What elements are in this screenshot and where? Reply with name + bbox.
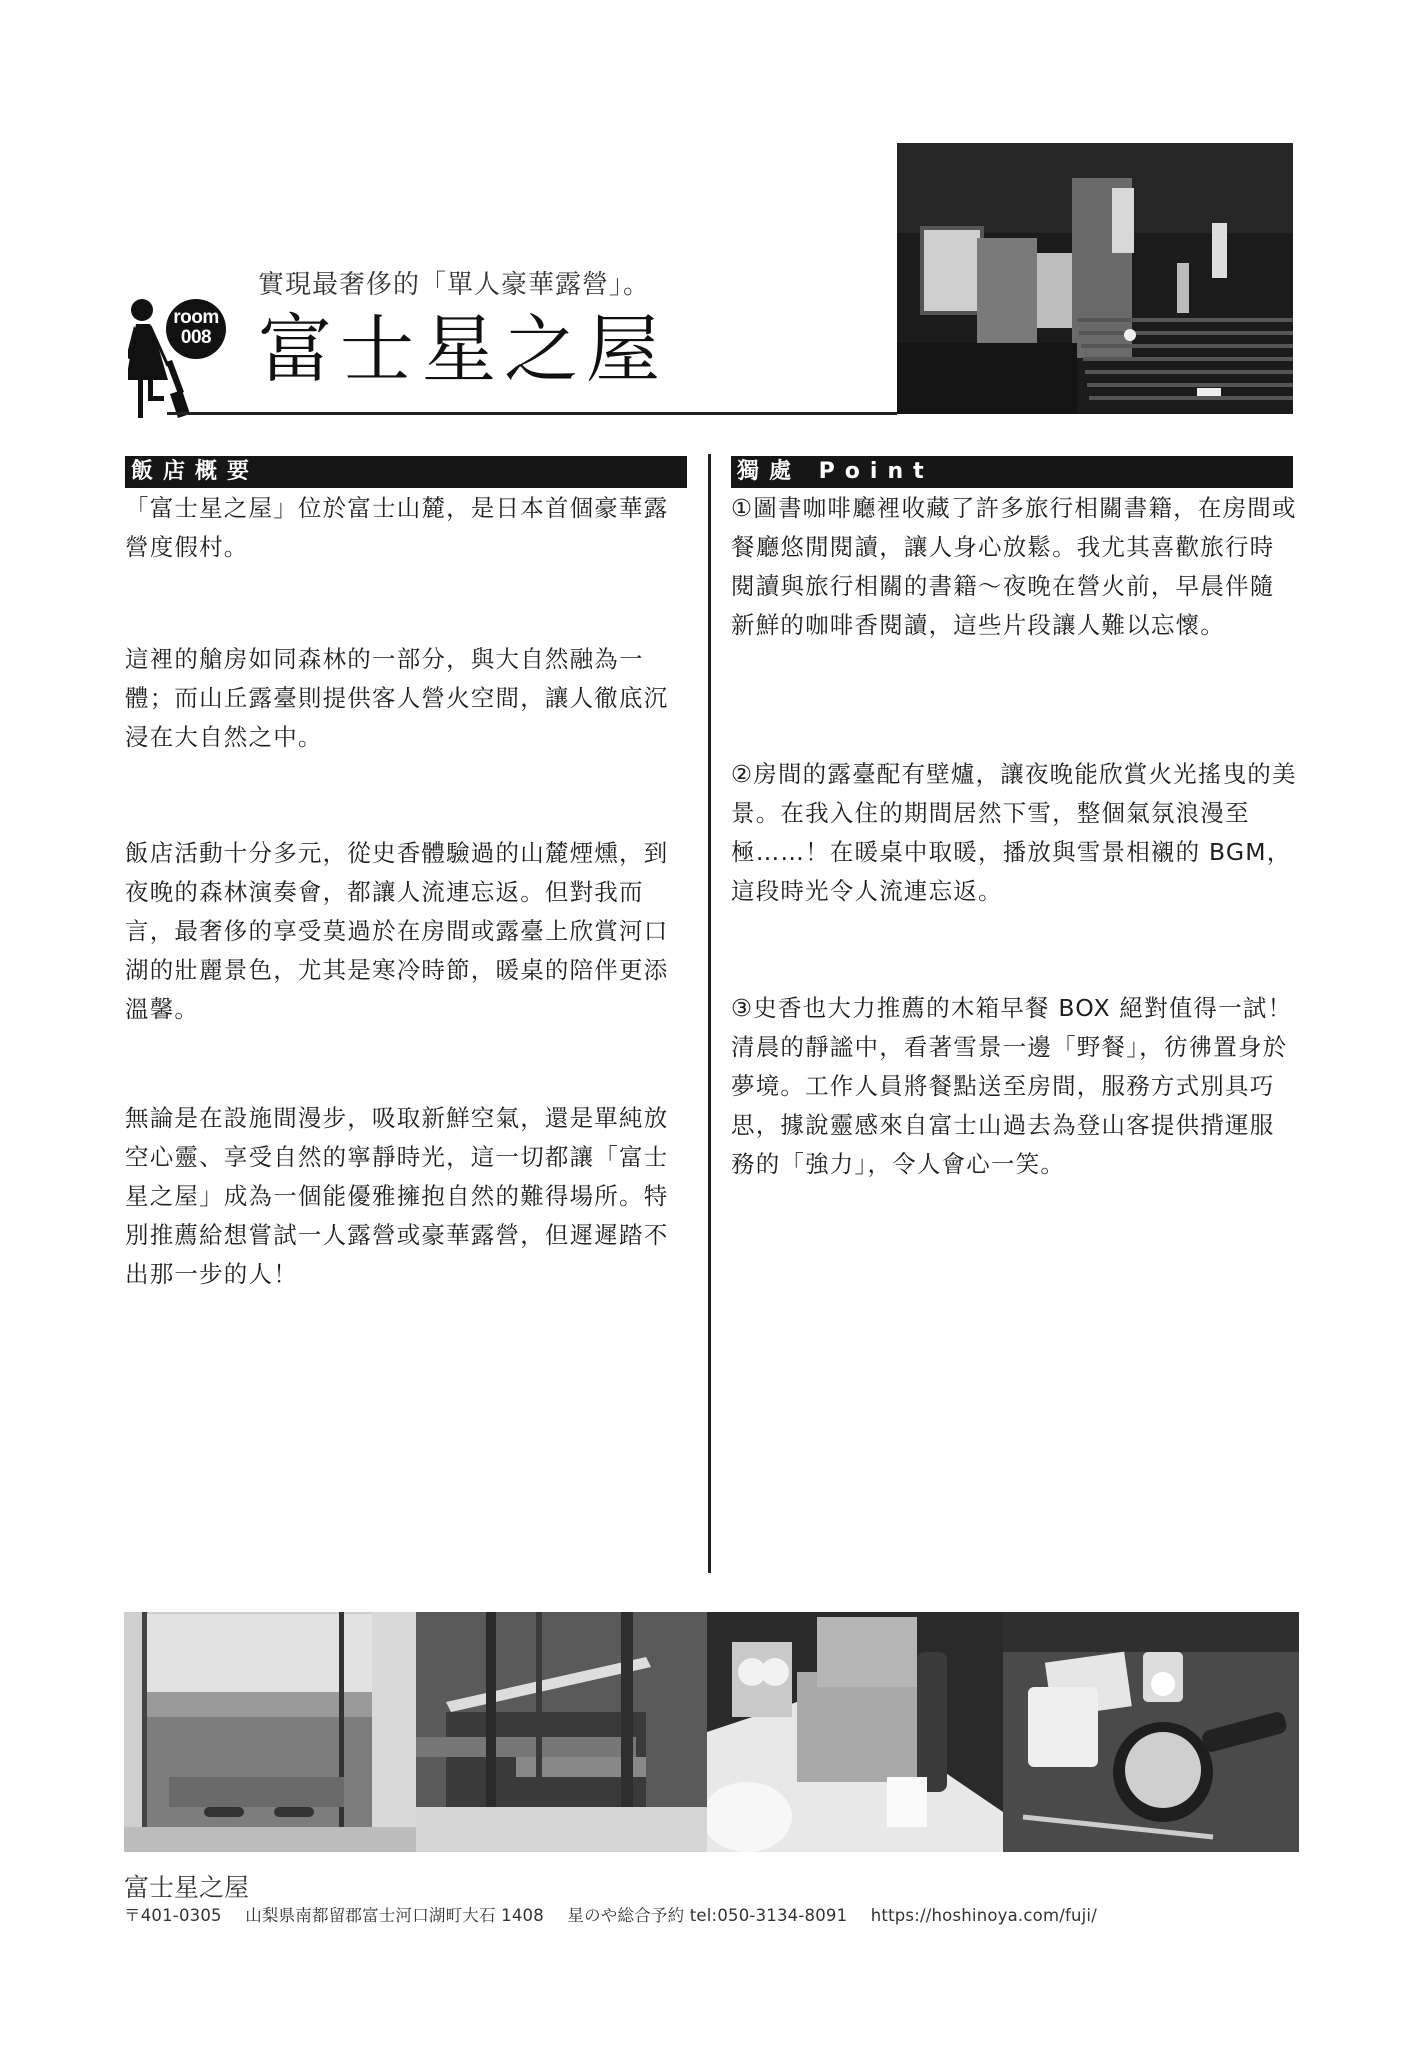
overview-paragraph: 飯店活動十分多元，從史香體驗過的山麓煙燻，到夜晚的森林演奏會，都讓人流連忘返。但對我而言，最奢侈的享受莫過於在房間或露臺上欣賞河口湖的壯麗景色，尤其是寒冷時節，暖桌的陪伴更添溫馨。 [125, 839, 669, 1023]
point-paragraph: ②房間的露臺配有壁爐，讓夜晚能欣賞火光搖曳的美景。在我入住的期間居然下雪，整個氣氛浪漫至極……！在暖桌中取暖，播放與雪景相襯的 BGM，這段時光令人流連忘返。 [731, 760, 1297, 905]
address: 山梨県南都留郡富士河口湖町大石 1408 [245, 1906, 544, 1925]
photo-strip [124, 1612, 1299, 1852]
skillet-pancake-photo-icon [1003, 1612, 1299, 1852]
section-heading-solo-points: 獨處 Point [731, 456, 1293, 488]
subtitle: 實現最奢侈的「單人豪華露營」。 [258, 270, 651, 300]
room-number: 008 [180, 327, 212, 348]
skillet-pancake-photo [1003, 1612, 1299, 1852]
overview-paragraph: 無論是在設施間漫步，吸取新鮮空氣，還是單純放空心靈、享受自然的寧靜時光，這一切都讓「富士星之屋」成為一個能優雅擁抱自然的難得場所。特別推薦給想嘗試一人露營或豪華露營，但遲遲踏不出那一步的人！ [125, 1104, 669, 1288]
postal-code: 〒401-0305 [124, 1906, 222, 1925]
forest-cabins-photo-icon [416, 1612, 707, 1852]
footer-contact-info [124, 1902, 1115, 1926]
reservation-phone: 星のや総合予約 tel:050-3134-8091 [567, 1906, 848, 1925]
point-paragraph: ①圖書咖啡廳裡收藏了許多旅行相關書籍，在房間或餐廳悠閒閱讀，讓人身心放鬆。我尤其喜歡旅行時閱讀與旅行相關的書籍～夜晚在營火前，早晨伴隨新鮮的咖啡香閱讀，這些片段讓人難以忘懷。 [731, 494, 1297, 639]
section-heading-hotel-overview: 飯店概要 [125, 456, 687, 488]
page-title: 富士星之屋 [258, 307, 668, 393]
overview-paragraph: 「富士星之屋」位於富士山麓，是日本首個豪華露營度假村。 [125, 494, 669, 561]
website-link[interactable]: https://hoshinoya.com/fuji/ [870, 1906, 1097, 1925]
column-divider [708, 454, 711, 1573]
breakfast-box-photo-icon [707, 1612, 1003, 1852]
breakfast-box-photo [707, 1612, 1003, 1852]
point-paragraph: ③史香也大力推薦的木箱早餐 BOX 絕對值得一試！清晨的靜謐中，看著雪景一邊「野餐」，彷彿置身於夢境。工作人員將餐點送至房間，服務方式別具巧思，據說靈感來自富士山過去為登山客提供揹運服務的「強力」，令人會心一笑。 [731, 994, 1293, 1178]
overview-paragraph: 這裡的艙房如同森林的一部分，與大自然融為一體；而山丘露臺則提供客人營火空間，讓人徹底沉浸在大自然之中。 [125, 645, 669, 751]
bedroom-lake-view-photo-icon [124, 1612, 416, 1852]
room-label: room [173, 307, 219, 328]
bedroom-lake-view-photo [124, 1612, 416, 1852]
footer-hotel-name: 富士星之屋 [124, 1873, 250, 1902]
forest-cabins-photo [416, 1612, 707, 1852]
